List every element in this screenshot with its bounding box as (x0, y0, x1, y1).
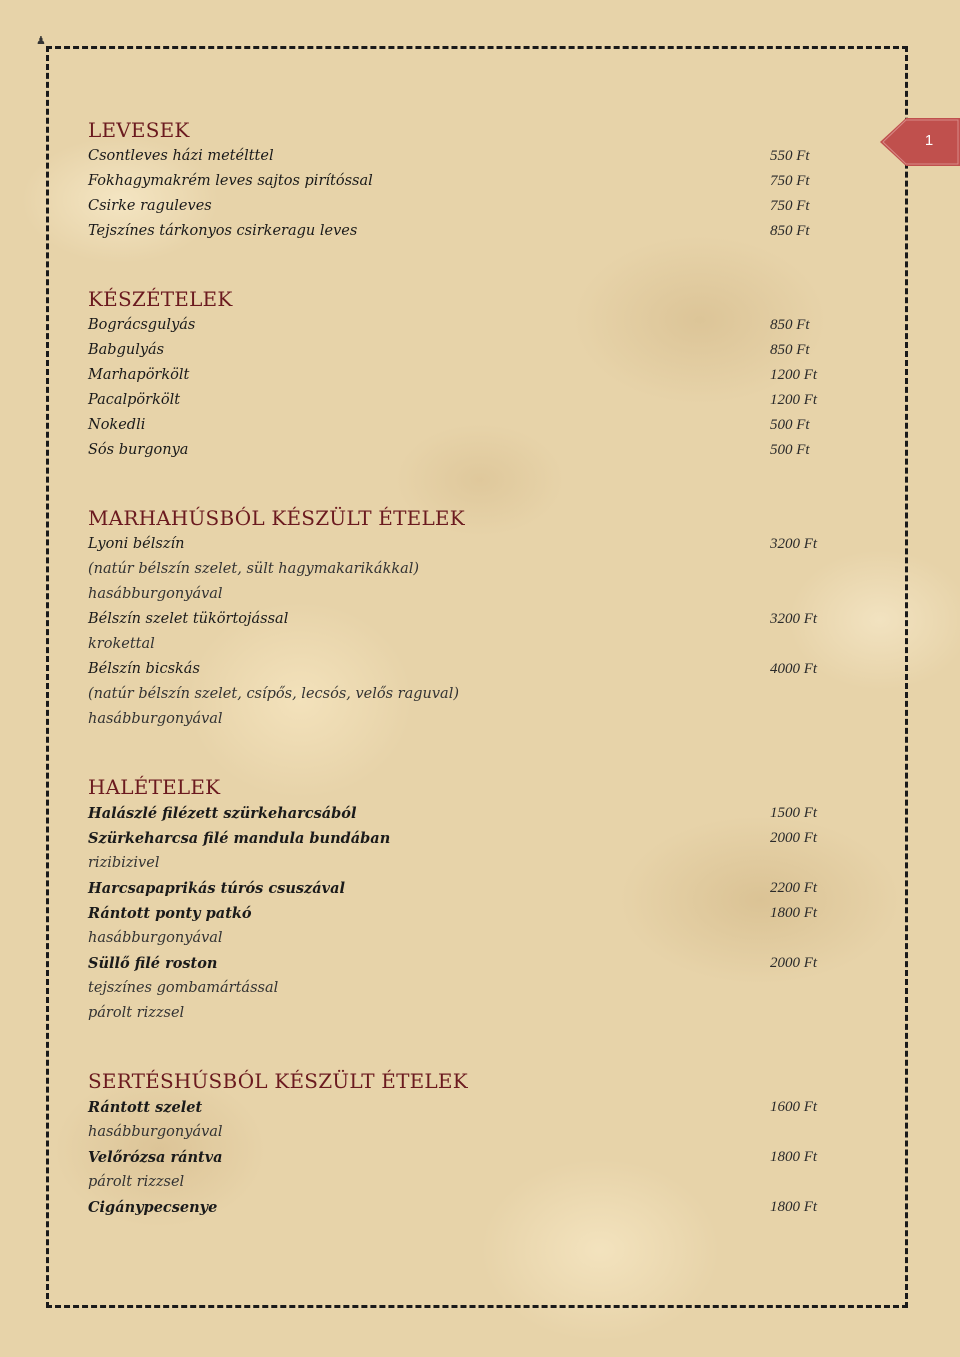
section-serteshus (88, 1067, 830, 1220)
item-note: tejszínes gombamártással (88, 980, 279, 996)
item-price: 500 Ft (770, 417, 810, 433)
menu-item (88, 607, 830, 632)
item-price: 850 Ft (770, 317, 810, 333)
item-name: Cigánypecsenye (88, 1199, 218, 1216)
item-name: Babgulyás (88, 342, 165, 358)
menu-item (88, 438, 830, 463)
menu-item-note (88, 926, 830, 951)
menu-item (88, 363, 830, 388)
item-price: 1800 Ft (770, 905, 818, 921)
section-haletelek (88, 773, 830, 1026)
item-name: Harcsapaprikás túrós csuszával (88, 880, 346, 897)
menu-item-note (88, 707, 830, 732)
item-name: Csirke raguleves (88, 198, 212, 214)
menu-item (88, 826, 830, 851)
item-price: 1800 Ft (770, 1199, 818, 1215)
item-price: 850 Ft (770, 342, 810, 358)
menu-item (88, 169, 830, 194)
item-note: (natúr bélszín szelet, sült hagymakarikákkal) (88, 561, 420, 577)
item-name: Sós burgonya (88, 442, 189, 458)
item-name: Marhapörkölt (88, 367, 190, 383)
item-note: hasábburgonyával (88, 1124, 223, 1140)
section-title: HALÉTELEK (88, 775, 221, 799)
menu-item-note (88, 1001, 830, 1026)
menu-item (88, 313, 830, 338)
item-note: párolt rizzsel (88, 1174, 185, 1190)
menu-item-note (88, 682, 830, 707)
menu-item-note (88, 851, 830, 876)
menu-item-note (88, 557, 830, 582)
item-price: 750 Ft (770, 173, 810, 189)
page-number-tab (880, 118, 960, 166)
item-name: Rántott szelet (88, 1099, 203, 1116)
section-title: LEVESEK (88, 118, 190, 142)
menu-item (88, 901, 830, 926)
item-price: 750 Ft (770, 198, 810, 214)
item-price: 1200 Ft (770, 367, 818, 383)
menu-item-note (88, 632, 830, 657)
item-note: rizibizivel (88, 855, 160, 871)
item-name: Rántott ponty patkó (88, 905, 252, 922)
item-price: 850 Ft (770, 223, 810, 239)
item-name: Fokhagymakrém leves sajtos pirítóssal (88, 173, 373, 189)
item-price: 500 Ft (770, 442, 810, 458)
menu-item-note (88, 582, 830, 607)
item-name: Tejszínes tárkonyos csirkeragu leves (88, 223, 358, 239)
menu-item (88, 1195, 830, 1220)
item-name: Halászlé filézett szürkeharcsából (88, 805, 357, 822)
page-number: 1 (924, 132, 934, 149)
section-levesek (88, 116, 830, 244)
item-note: hasábburgonyával (88, 586, 223, 602)
item-price: 3200 Ft (770, 611, 818, 627)
menu-item (88, 388, 830, 413)
item-price: 3200 Ft (770, 536, 818, 552)
section-keszetelek (88, 285, 830, 463)
item-note: krokettal (88, 636, 155, 652)
menu-item (88, 219, 830, 244)
item-name: Süllő filé roston (88, 955, 218, 972)
menu-item (88, 194, 830, 219)
menu-item (88, 801, 830, 826)
menu-item-note (88, 1170, 830, 1195)
item-price: 2200 Ft (770, 880, 818, 896)
item-price: 2000 Ft (770, 955, 818, 971)
item-name: Bográcsgulyás (88, 317, 196, 333)
menu-item-note (88, 1120, 830, 1145)
menu-item (88, 413, 830, 438)
item-name: Csontleves házi metélttel (88, 148, 274, 164)
menu-item (88, 338, 830, 363)
section-title: SERTÉSHÚSBÓL KÉSZÜLT ÉTELEK (88, 1069, 468, 1093)
item-price: 1600 Ft (770, 1099, 818, 1115)
item-price: 4000 Ft (770, 661, 818, 677)
menu-item (88, 144, 830, 169)
item-name: Bélszín szelet tükörtojással (88, 611, 289, 627)
item-name: Szürkeharcsa filé mandula bundában (88, 830, 391, 847)
item-name: Bélszín bicskás (88, 661, 200, 677)
item-name: Pacalpörkölt (88, 392, 181, 408)
menu-item (88, 1095, 830, 1120)
item-price: 1500 Ft (770, 805, 818, 821)
item-note: (natúr bélszín szelet, csípős, lecsós, velős raguval) (88, 686, 459, 702)
item-name: Nokedli (88, 417, 146, 433)
item-price: 550 Ft (770, 148, 810, 164)
menu-item (88, 532, 830, 557)
section-title: KÉSZÉTELEK (88, 287, 233, 311)
item-note: hasábburgonyával (88, 930, 223, 946)
item-price: 1800 Ft (770, 1149, 818, 1165)
section-marhahus (88, 504, 830, 732)
item-name: Lyoni bélszín (88, 536, 185, 552)
item-price: 2000 Ft (770, 830, 818, 846)
menu-item (88, 876, 830, 901)
menu-item (88, 1145, 830, 1170)
item-note: hasábburgonyával (88, 711, 223, 727)
menu-item-note (88, 976, 830, 1001)
item-name: Velőrózsa rántva (88, 1149, 223, 1166)
corner-mark: ♟ (36, 34, 46, 47)
menu-item (88, 951, 830, 976)
item-price: 1200 Ft (770, 392, 818, 408)
item-note: párolt rizzsel (88, 1005, 185, 1021)
section-title: MARHAHÚSBÓL KÉSZÜLT ÉTELEK (88, 506, 465, 530)
menu-item (88, 657, 830, 682)
